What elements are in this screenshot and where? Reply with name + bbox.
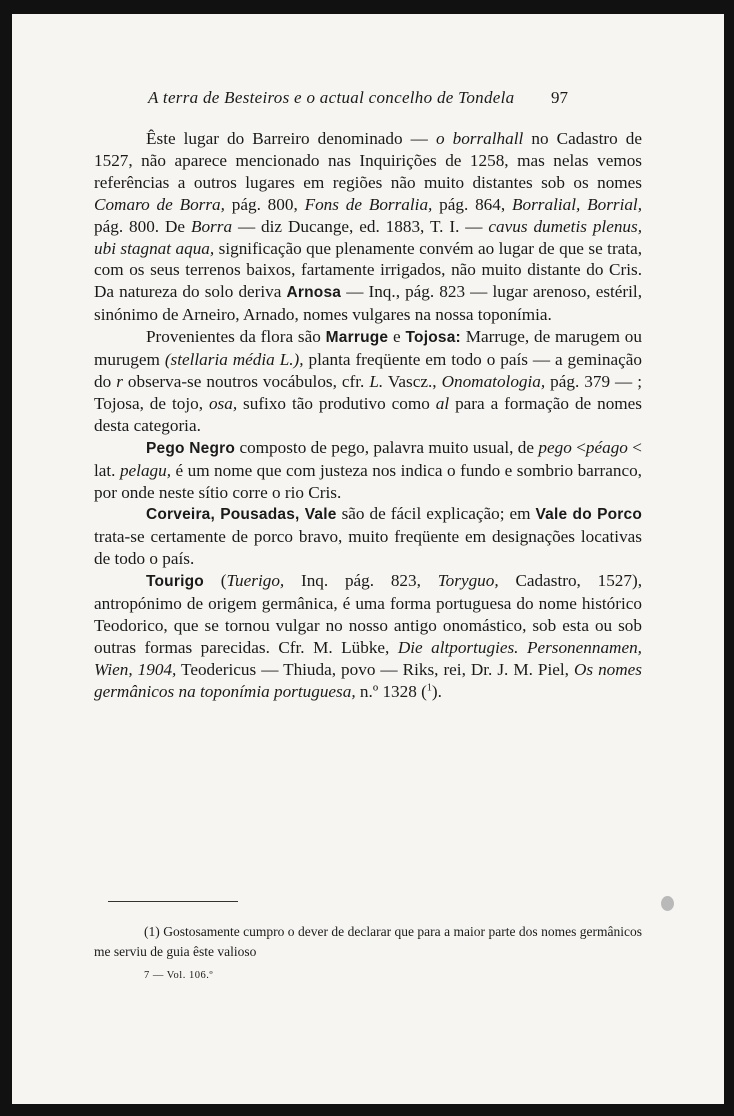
italic-text: Borra xyxy=(190,216,233,236)
italic-text: Tuerigo, xyxy=(226,571,285,591)
text-run: n.º 1328 ( xyxy=(355,681,427,701)
footnote-ref: 1 xyxy=(426,681,432,693)
scan-dot-mark xyxy=(661,896,674,911)
text-run: — Inq., pág. 823 — lugar arenoso, estéril, sinónimo de Arneiro, Arnado, nomes vulgares na nossa toponímia. xyxy=(94,282,642,325)
page-header xyxy=(12,88,724,112)
italic-text: (stellaria média L.), xyxy=(164,350,304,370)
printer-signature: 7 — Vol. 106.º xyxy=(144,970,214,981)
italic-text: pego xyxy=(538,437,572,457)
footnote-marker: (1) xyxy=(144,924,160,939)
text-run: ( xyxy=(203,571,227,591)
toponym: Vale do Porco xyxy=(535,506,642,524)
text-run: composto de pego, palavra muito usual, de xyxy=(235,437,539,457)
italic-text: Borralial, Borrial, xyxy=(512,194,643,214)
footnote xyxy=(94,922,642,962)
paragraph xyxy=(94,326,642,437)
text-run: pág. 864, xyxy=(432,194,512,214)
text-run: Vascz., xyxy=(383,371,442,391)
text-run: Inq. pág. 823, xyxy=(284,571,438,591)
italic-text: r xyxy=(116,371,123,391)
toponym: Arnosa xyxy=(286,284,342,302)
italic-text: cavus dumetis plenus, ubi stagnat aqua, xyxy=(94,216,642,258)
text-run: no Cadastro de 1527, não aparece mencionado nas Inquirições de 1258, mas nelas vemos referências a outros lugares em regiões não muito distantes sob os nomes xyxy=(94,129,642,192)
italic-text: péago xyxy=(585,437,628,457)
text-run: observa-se noutros vocábulos, cfr. xyxy=(122,371,370,391)
text-run: Êste lugar do Barreiro denominado — xyxy=(146,129,436,148)
page-number: 97 xyxy=(551,88,568,107)
text-run: para a formação de nomes desta categoria. xyxy=(94,393,642,435)
italic-text: Os nomes germânicos na toponímia portuguesa, xyxy=(94,659,642,701)
italic-text: Fons de Borralia, xyxy=(304,194,433,214)
italic-text: L. xyxy=(369,371,384,391)
text-run: é um nome que com justeza nos indica o fundo e sombrio barranco, por onde neste sítio corre o rio Cris. xyxy=(94,460,642,502)
italic-text: Comaro de Borra, xyxy=(94,194,225,214)
paragraph xyxy=(94,437,642,504)
footnote-text: Gostosamente cumpro o dever de declarar que para a maior parte dos nomes germânicos me serviu de guia êste valioso xyxy=(94,924,642,959)
italic-text: Die altportugies. Personennamen, Wien, 1904, xyxy=(94,637,642,679)
italic-text: pelagu, xyxy=(119,460,172,480)
body-text xyxy=(94,128,642,703)
text-run: pág. 800. De xyxy=(94,216,191,236)
toponym: Marruge xyxy=(325,329,389,347)
text-run: trata-se certamente de porco bravo, muito freqüente em designações locativas de todo o país. xyxy=(94,527,642,569)
text-run: < lat. xyxy=(94,437,642,480)
toponym: Pego Negro xyxy=(146,439,236,457)
toponym: Tojosa: xyxy=(405,329,461,347)
italic-text: Toryguo, xyxy=(437,571,499,591)
toponym: Corveira, Pousadas, Vale xyxy=(146,506,337,524)
text-run: Cadastro, 1527), antropónimo de origem germânica, é uma forma portuguesa do nome histórico Teodorico, que se tornou vulgar no nosso antigo onomástico, sob esta ou sob outras formas parecidas. Cfr. M. Lübke, xyxy=(94,571,642,657)
text-run: e xyxy=(388,327,406,347)
text-run: Teodericus — Thiuda, povo — Riks, rei, Dr. J. M. Piel, xyxy=(176,659,574,679)
toponym: Tourigo xyxy=(146,573,204,591)
italic-text: osa, xyxy=(208,393,238,413)
text-run: ). xyxy=(431,681,442,701)
text-run: planta freqüente em todo o país — a geminação do xyxy=(94,350,642,391)
text-run: pág. 379 — ; Tojosa, de tojo, xyxy=(94,371,643,413)
running-title: A terra de Besteiros e o actual concelho de Tondela xyxy=(148,88,515,107)
italic-text: al xyxy=(435,393,450,413)
italic-text: o borralhall xyxy=(435,129,524,148)
text-run: Marruge, de marugem ou murugem xyxy=(94,327,642,370)
text-run: pág. 800, xyxy=(224,194,305,214)
text-run: — diz Ducange, ed. 1883, T. I. — xyxy=(232,216,489,236)
italic-text: Onomatologia, xyxy=(441,371,546,391)
footnote-paragraph xyxy=(94,922,642,962)
text-run: sufixo tão produtivo como xyxy=(237,393,436,413)
paragraph xyxy=(94,570,642,702)
text-run: significação que plenamente convém ao lugar de que se trata, com os seus terrenos baixos, fartamente irrigados, não muito distante do Cris. Da natureza do solo deriva xyxy=(94,238,643,302)
paragraph xyxy=(94,503,642,570)
text-run: são de fácil explicação; em xyxy=(336,504,536,524)
book-page xyxy=(12,14,724,1104)
text-run: Provenientes da flora são xyxy=(146,327,326,347)
footnote-separator xyxy=(108,901,238,902)
text-run: < xyxy=(571,437,586,457)
paragraph xyxy=(94,128,642,326)
